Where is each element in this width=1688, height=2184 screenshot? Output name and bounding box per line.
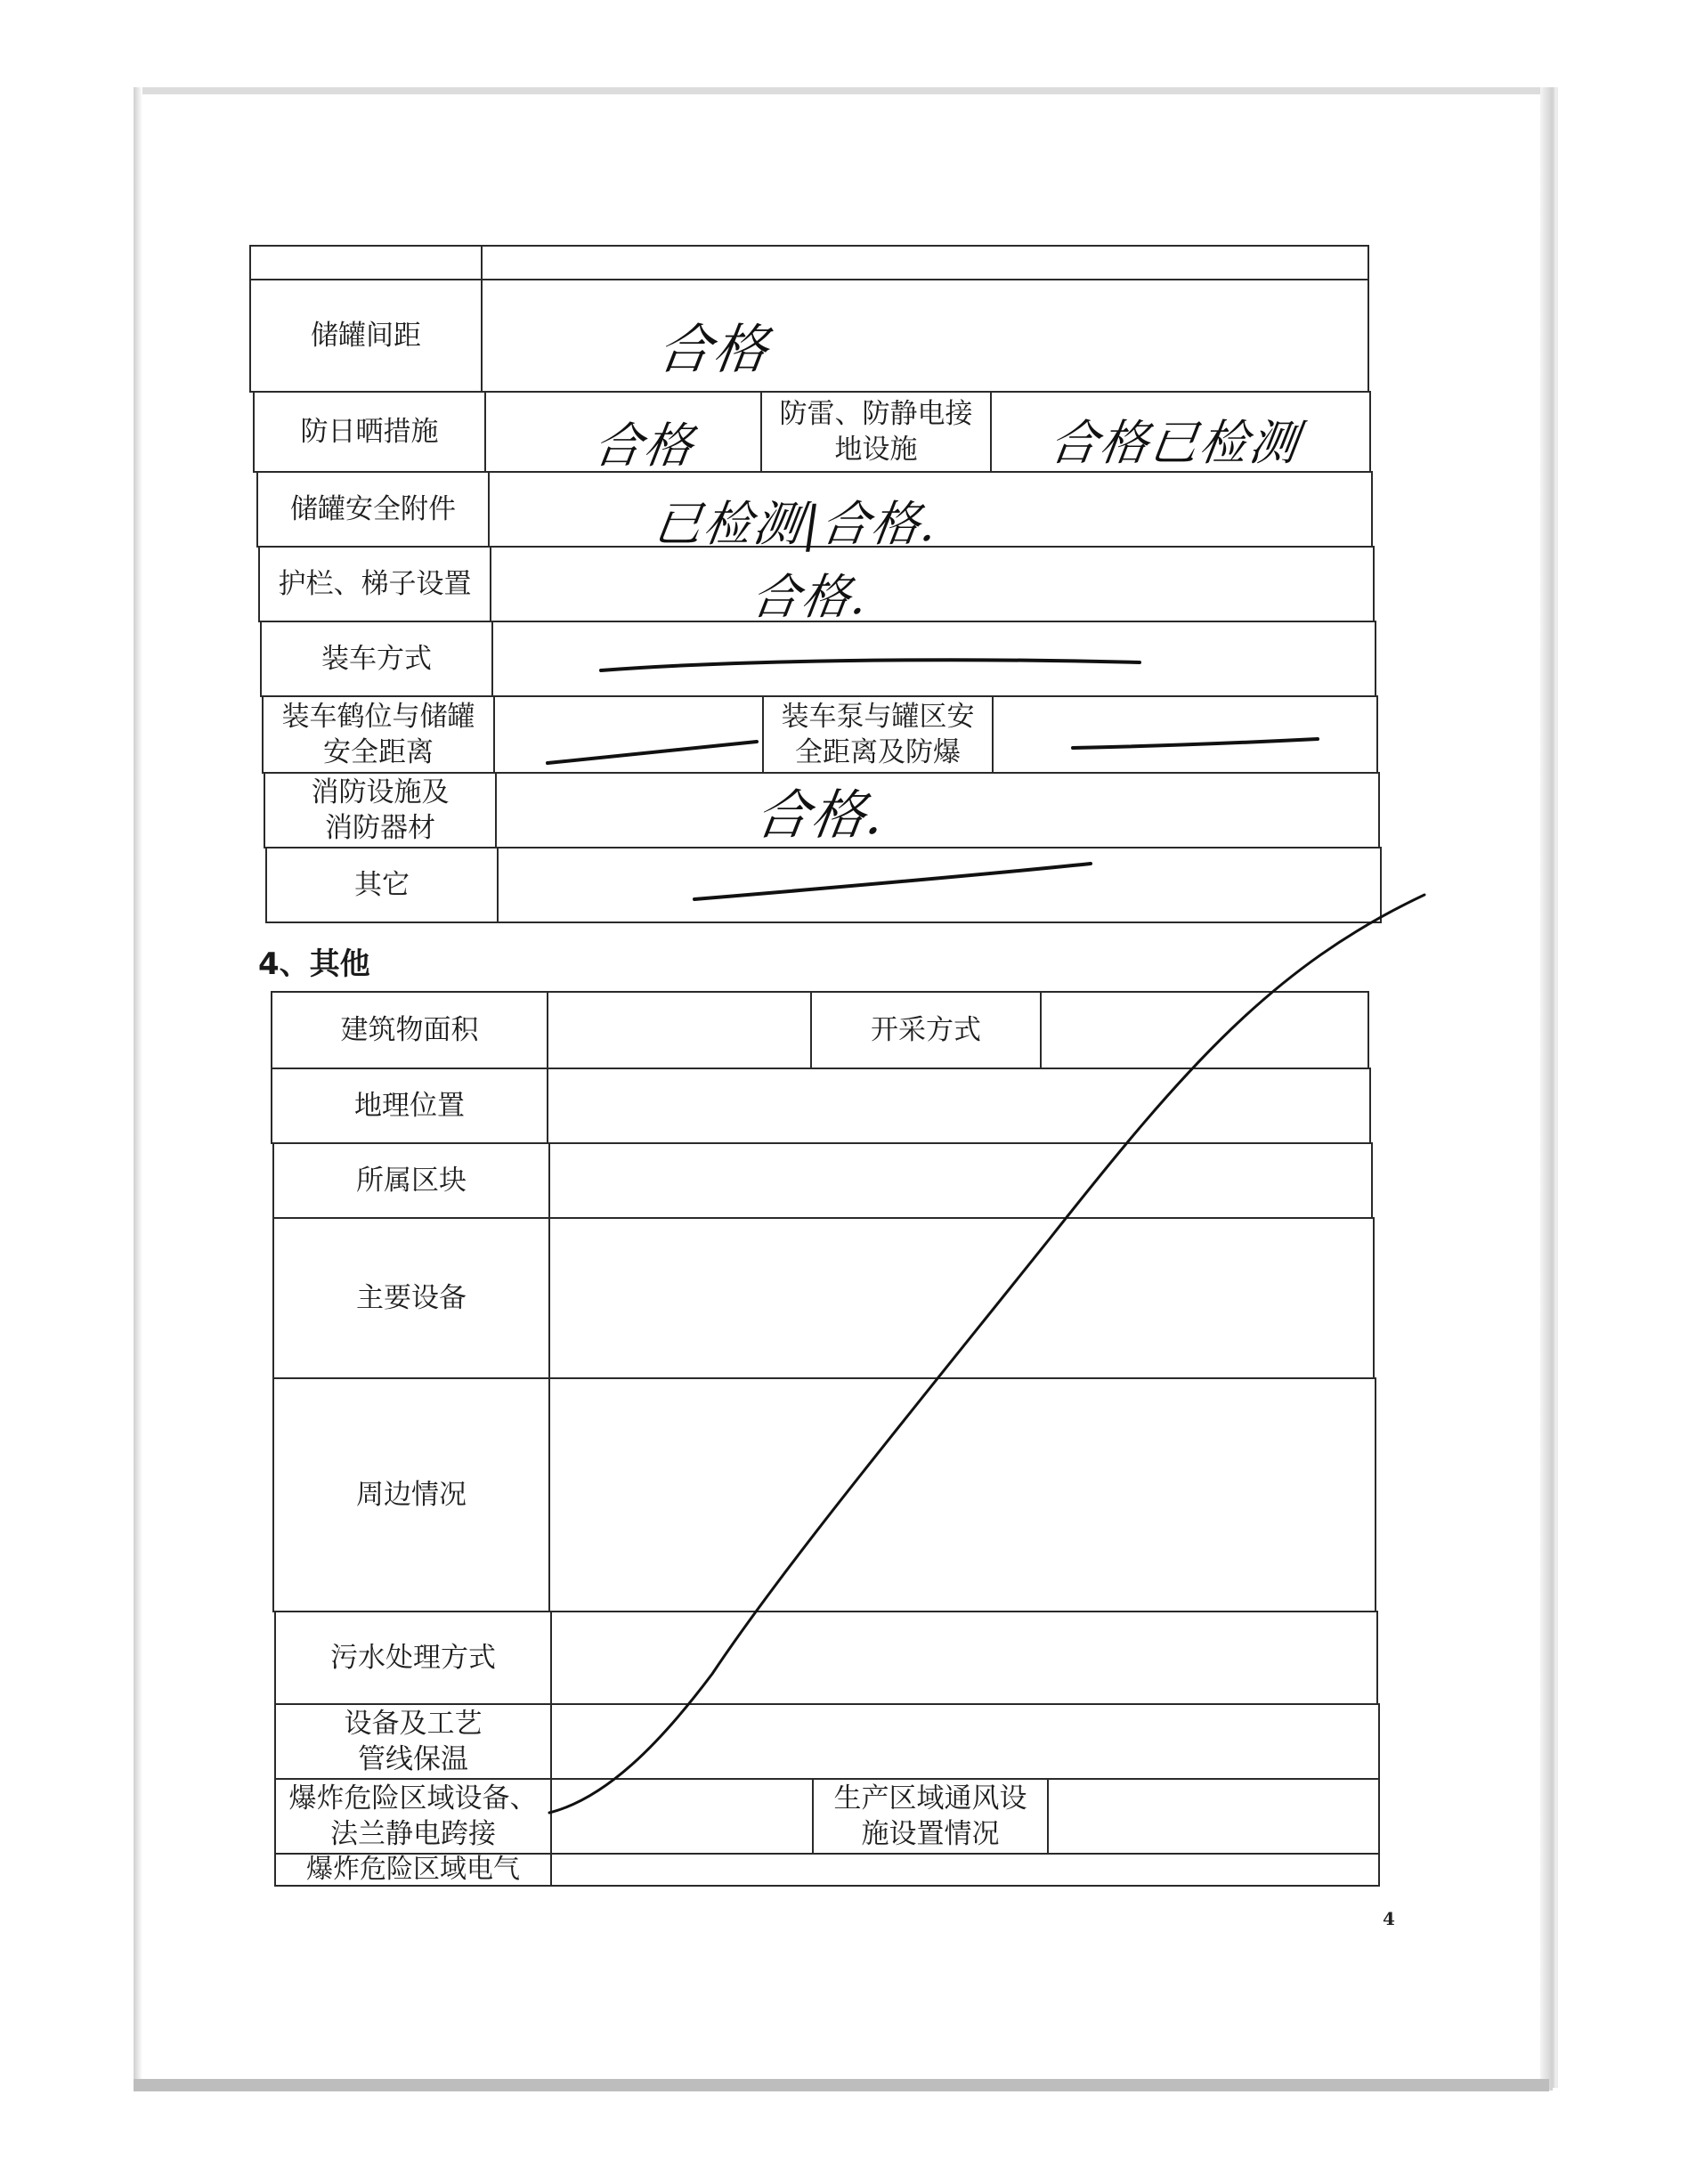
row-label-text: 建筑物面积 bbox=[340, 1014, 479, 1046]
label-line: 设备及工艺 bbox=[344, 1708, 483, 1740]
blank-dash-pump-distance bbox=[1073, 739, 1318, 748]
label-line: 消防器材 bbox=[325, 812, 435, 844]
row-label-text: 装车方式 bbox=[321, 643, 432, 675]
label-line: 施设置情况 bbox=[861, 1818, 1000, 1850]
handwritten-value: 合格 bbox=[653, 319, 774, 381]
row-label-text: 护栏、梯子设置 bbox=[278, 568, 472, 600]
label-line: 安全距离 bbox=[323, 736, 434, 768]
label-line: 地设施 bbox=[834, 434, 918, 466]
row-label-text: 主要设备 bbox=[356, 1282, 467, 1314]
row-label-text: 所属区块 bbox=[356, 1165, 467, 1197]
label-line: 消防设施及 bbox=[311, 776, 450, 808]
handwritten-value: 合格 bbox=[590, 418, 698, 474]
row-label-text: 开采方式 bbox=[871, 1014, 981, 1046]
label-line: 防雷、防静电接 bbox=[779, 398, 973, 430]
row-label-text: 其它 bbox=[354, 869, 410, 901]
label-line: 法兰静电跨接 bbox=[330, 1818, 496, 1850]
label-line: 生产区域通风设 bbox=[833, 1782, 1027, 1815]
blank-dash-other bbox=[694, 864, 1091, 899]
handwritten-value: 合格. bbox=[748, 569, 873, 625]
section-heading: 4、其他 bbox=[258, 946, 370, 982]
row-label-text: 防日晒措施 bbox=[300, 416, 439, 448]
handwritten-value: 合格. bbox=[751, 784, 890, 847]
row-label-text: 污水处理方式 bbox=[330, 1642, 496, 1674]
row-label-text: 储罐安全附件 bbox=[290, 493, 456, 525]
label-line: 爆炸危险区域设备、 bbox=[288, 1782, 538, 1815]
blank-dash-crane-distance bbox=[548, 742, 757, 763]
handwritten-value: 已检测|合格. bbox=[650, 496, 943, 552]
row-label-text: 地理位置 bbox=[354, 1090, 465, 1122]
label-line: 装车鹤位与储罐 bbox=[281, 701, 475, 733]
handwritten-value: 合格已检测 bbox=[1046, 415, 1303, 471]
label-line: 全距离及防爆 bbox=[795, 736, 961, 768]
page-number: 4 bbox=[1383, 1908, 1395, 1929]
label-line: 装车泵与罐区安 bbox=[781, 701, 975, 733]
row-label-text: 周边情况 bbox=[356, 1479, 467, 1511]
row-label-text: 爆炸危险区域电气 bbox=[306, 1854, 520, 1885]
label-line: 管线保温 bbox=[358, 1743, 468, 1775]
blank-dash-loading-method bbox=[601, 660, 1140, 670]
row-label-text: 储罐间距 bbox=[311, 320, 421, 352]
diagonal-cancel-line bbox=[549, 895, 1424, 1813]
